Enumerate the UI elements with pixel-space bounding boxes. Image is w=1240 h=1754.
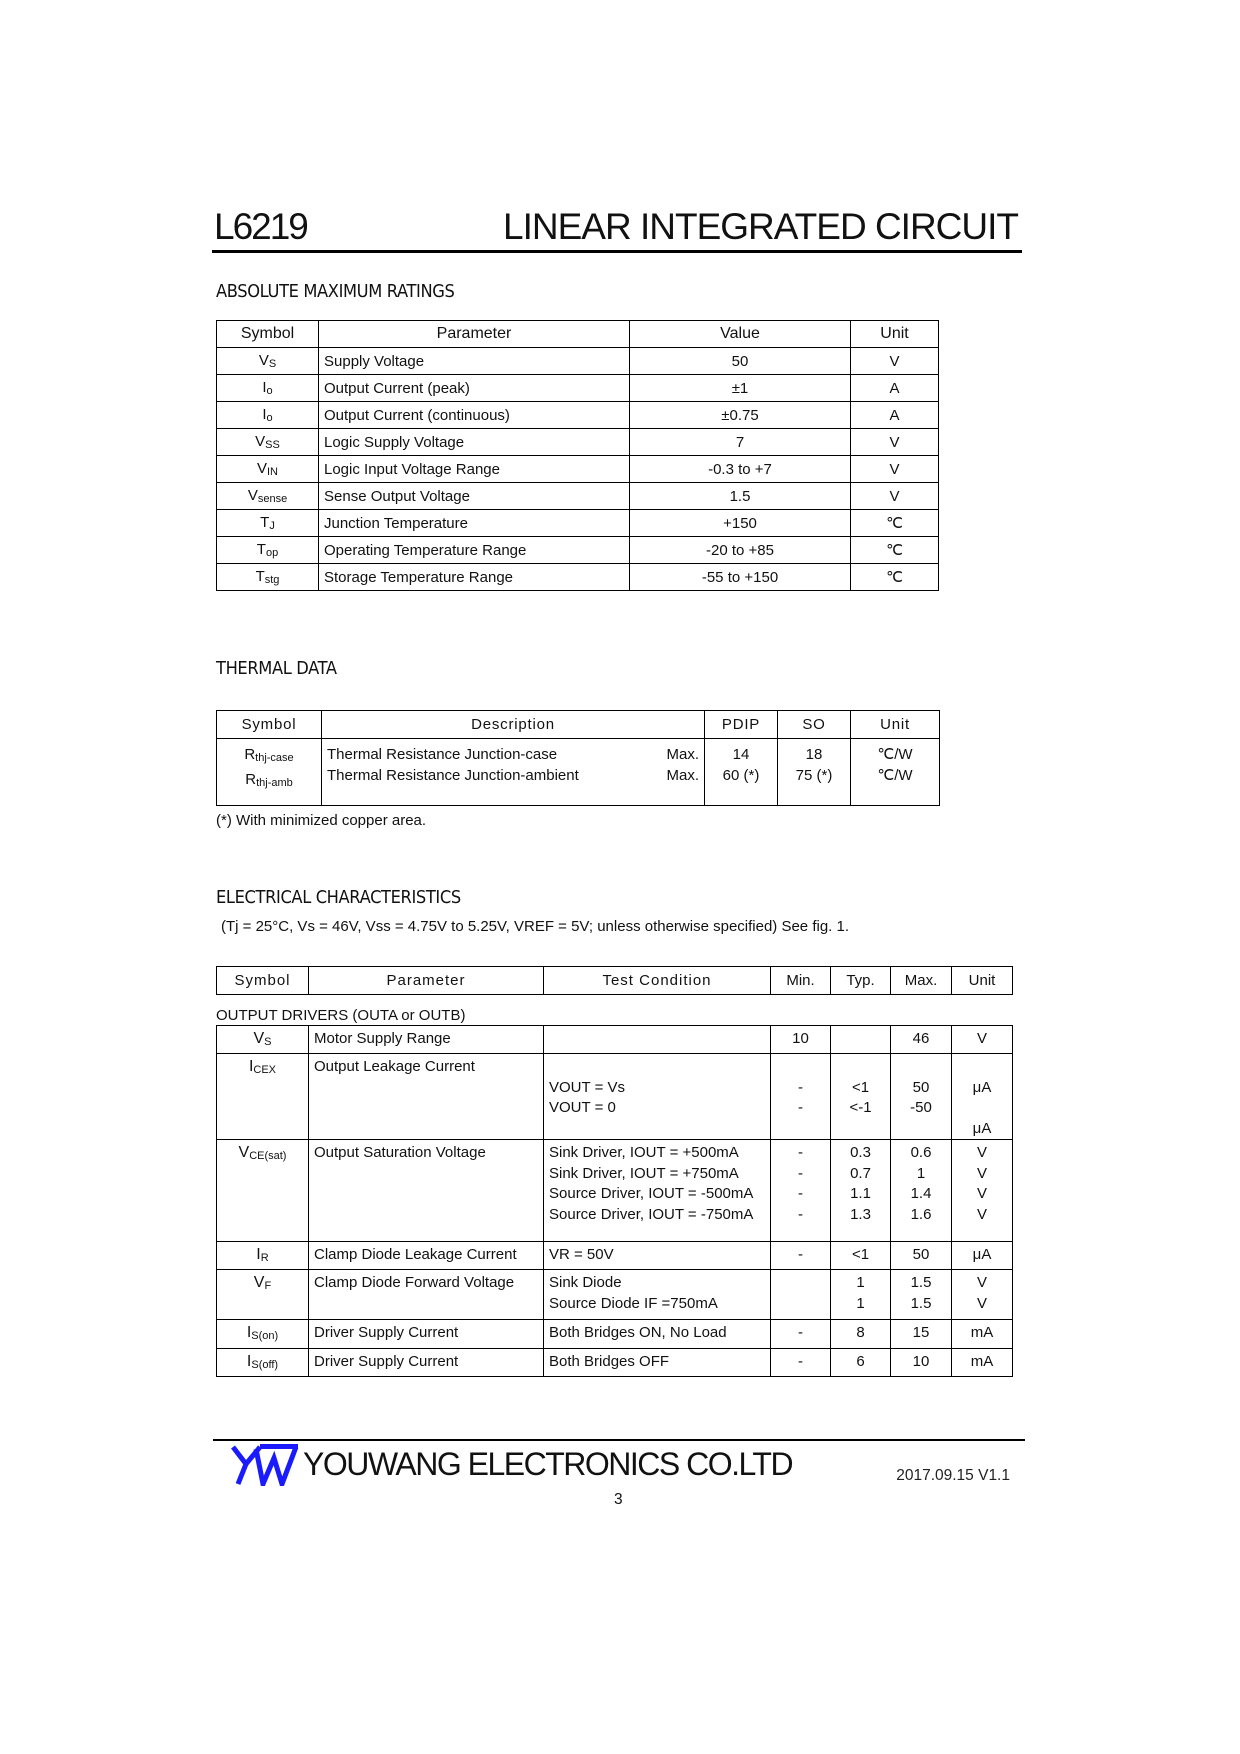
max-cell-line: -50 [910, 1099, 932, 1116]
document-title: LINEAR INTEGRATED CIRCUIT [503, 206, 1018, 247]
column-header: Parameter [309, 967, 544, 995]
column-header: Max. [891, 967, 952, 995]
so-cell-line: 18 [805, 746, 823, 763]
absolute-max-table [216, 320, 939, 591]
section-title-thermal: THERMAL DATA [216, 659, 337, 679]
typ-cell-line: 8 [856, 1324, 865, 1341]
table-row [217, 429, 939, 456]
parameter-cell: Operating Temperature Range [319, 537, 630, 564]
symbol-subscript: SS [265, 439, 280, 451]
symbol-cell [217, 483, 319, 510]
column-header: Test Condition [544, 967, 771, 995]
table-row [217, 510, 939, 537]
unit-cell-line: ℃/W [877, 746, 913, 763]
symbol-subscript: thj-amb [256, 777, 293, 789]
thermal-footnote: (*) With minimized copper area. [216, 812, 427, 829]
unit-cell-line: μA [972, 1078, 992, 1096]
symbol-main: V [253, 1274, 265, 1291]
unit-cell [952, 1320, 1013, 1349]
symbol-subscript: IN [267, 466, 278, 478]
max-cell-line [896, 1057, 946, 1078]
table-row [217, 1140, 1013, 1242]
symbol-main: V [253, 1030, 265, 1047]
max-cell [891, 1242, 952, 1270]
min-cell-line: - [798, 1205, 803, 1223]
max-cell-line: 0.6 [910, 1144, 932, 1161]
qualifier: Max. [666, 767, 699, 784]
description-text: Thermal Resistance Junction-ambient [327, 767, 579, 784]
symbol-cell [217, 1320, 309, 1349]
table-row [217, 1242, 1013, 1270]
symbol-main: R [245, 771, 257, 788]
symbol-main: I [256, 1246, 261, 1263]
column-header: Unit [952, 967, 1013, 995]
max-cell-line: 1 [916, 1164, 926, 1182]
symbol-cell [217, 739, 322, 806]
test-condition-cell-line: VOUT = Vs [549, 1078, 625, 1096]
parameter-cell: Junction Temperature [319, 510, 630, 537]
value-cell: ±1 [630, 375, 851, 402]
symbol-main: V [247, 487, 258, 504]
symbol-main: T [255, 568, 265, 585]
symbol-cell [217, 1270, 309, 1320]
column-header: Min. [771, 967, 831, 995]
min-cell-line: 10 [792, 1030, 809, 1047]
parameter-cell: Output Current (peak) [319, 375, 630, 402]
symbol-main: I [246, 1324, 252, 1341]
qualifier: Max. [666, 746, 699, 763]
min-cell [771, 1242, 831, 1270]
electrical-header-table [216, 966, 1013, 995]
unit-cell: ℃ [851, 537, 939, 564]
typ-cell [831, 1026, 891, 1054]
yw-logo-icon [230, 1444, 300, 1486]
min-cell [771, 1349, 831, 1377]
so-cell-line: 75 (*) [795, 767, 833, 784]
table-row [217, 483, 939, 510]
parameter-cell: Output Saturation Voltage [309, 1140, 544, 1242]
unit-cell-line: μA [972, 1119, 992, 1137]
min-cell-line: - [798, 1144, 803, 1161]
symbol-cell [217, 402, 319, 429]
min-cell-line: - [798, 1099, 803, 1116]
test-condition-cell [544, 1140, 771, 1242]
date-version: 2017.09.15 V1.1 [896, 1467, 1010, 1484]
max-cell [891, 1349, 952, 1377]
unit-cell: V [851, 456, 939, 483]
max-cell-line: 10 [912, 1353, 930, 1370]
typ-cell [831, 1349, 891, 1377]
symbol-main: V [238, 1144, 250, 1161]
column-header: Typ. [831, 967, 891, 995]
test-condition-cell [544, 1026, 771, 1054]
typ-cell-line: 6 [856, 1353, 865, 1370]
test-condition-cell [544, 1242, 771, 1270]
column-header: Description [322, 711, 705, 739]
description-line [327, 744, 699, 765]
symbol-main: V [255, 433, 266, 450]
test-condition-cell-line [549, 1029, 765, 1050]
min-cell-line [776, 1294, 825, 1315]
symbol-subscript: S(off) [251, 1359, 279, 1371]
parameter-cell: Clamp Diode Leakage Current [309, 1242, 544, 1270]
column-header: Value [630, 321, 851, 348]
typ-cell-line: 0.3 [850, 1144, 871, 1161]
symbol-cell [217, 564, 319, 591]
symbol-cell [217, 1026, 309, 1054]
value-cell: 50 [630, 348, 851, 375]
description-cell [322, 739, 705, 806]
parameter-cell: Output Leakage Current [309, 1054, 544, 1140]
value-cell: -20 to +85 [630, 537, 851, 564]
symbol-subscript: J [269, 520, 275, 532]
table-row [217, 1026, 1013, 1054]
typ-cell-line: 1 [856, 1294, 865, 1312]
max-cell-line: 46 [912, 1030, 930, 1047]
max-cell-line: 50 [912, 1078, 930, 1096]
unit-cell [952, 1349, 1013, 1377]
typ-cell-line: <1 [851, 1078, 870, 1096]
footer-rule [213, 1439, 1025, 1441]
unit-cell: ℃ [851, 564, 939, 591]
parameter-cell: Logic Supply Voltage [319, 429, 630, 456]
table-row [217, 1270, 1013, 1320]
min-cell-line: - [798, 1324, 803, 1341]
parameter-cell: Output Current (continuous) [319, 402, 630, 429]
symbol-cell [217, 429, 319, 456]
description-text: Thermal Resistance Junction-case [327, 746, 558, 763]
table-row [217, 456, 939, 483]
test-condition-cell-line: VOUT = 0 [549, 1099, 616, 1116]
table-row [217, 1054, 1013, 1140]
unit-cell: A [851, 402, 939, 429]
column-header: Symbol [217, 967, 309, 995]
unit-cell [952, 1242, 1013, 1270]
unit-cell-line: V [976, 1144, 987, 1161]
unit-cell-line: μA [972, 1246, 992, 1263]
unit-cell [851, 739, 940, 806]
value-cell: +150 [630, 510, 851, 537]
test-condition-cell-line: Sink Driver, IOUT = +750mA [549, 1164, 739, 1182]
min-cell [771, 1026, 831, 1054]
symbol-subscript: R [260, 1252, 269, 1264]
parameter-cell: Logic Input Voltage Range [319, 456, 630, 483]
pdip-cell-line: 60 (*) [722, 767, 760, 784]
unit-cell-line: V [976, 1185, 987, 1202]
parameter-cell: Sense Output Voltage [319, 483, 630, 510]
column-header: Unit [851, 711, 940, 739]
test-condition-cell-line: Both Bridges ON, No Load [549, 1324, 727, 1341]
symbol-main: I [262, 379, 267, 396]
symbol-cell [217, 1140, 309, 1242]
max-cell-line: 1.6 [910, 1205, 932, 1223]
symbol-cell [217, 1054, 309, 1140]
test-condition-cell-line: VR = 50V [549, 1246, 614, 1263]
test-condition-cell-line: Sink Driver, IOUT = +500mA [549, 1144, 739, 1161]
typ-cell [831, 1140, 891, 1242]
table-row [217, 537, 939, 564]
symbol-cell [217, 510, 319, 537]
unit-cell-line: ℃/W [877, 767, 913, 784]
min-cell-line: - [798, 1246, 803, 1263]
test-condition-cell [544, 1054, 771, 1140]
section-title-absolute-max: ABSOLUTE MAXIMUM RATINGS [216, 282, 455, 302]
min-cell-line: - [798, 1353, 803, 1370]
max-cell [891, 1026, 952, 1054]
test-condition-cell [544, 1320, 771, 1349]
unit-cell [952, 1054, 1013, 1140]
max-cell [891, 1320, 952, 1349]
pdip-cell-line: 14 [732, 746, 750, 763]
symbol-main: T [256, 541, 266, 558]
max-cell-line: 1.5 [910, 1274, 932, 1291]
max-cell-line: 1.4 [910, 1185, 932, 1202]
unit-cell: V [851, 348, 939, 375]
company-logo [230, 1444, 300, 1491]
symbol-cell [217, 348, 319, 375]
parameter-cell: Motor Supply Range [309, 1026, 544, 1054]
symbol [222, 769, 316, 794]
symbol-main: I [248, 1058, 254, 1075]
max-cell [891, 1270, 952, 1320]
section-title-electrical: ELECTRICAL CHARACTERISTICS [216, 888, 461, 908]
symbol-cell [217, 456, 319, 483]
column-header: SO [778, 711, 851, 739]
symbol-main: T [260, 514, 270, 531]
unit-cell: A [851, 375, 939, 402]
value-cell: 7 [630, 429, 851, 456]
unit-cell-line: mA [970, 1324, 994, 1341]
min-cell-line [776, 1057, 825, 1078]
symbol-subscript: CEX [253, 1064, 277, 1076]
symbol [222, 744, 316, 769]
unit-cell [952, 1140, 1013, 1242]
symbol-subscript: o [266, 412, 273, 424]
min-cell [771, 1140, 831, 1242]
table-row [217, 402, 939, 429]
company-name: YOUWANG ELECTRONICS CO.LTD [303, 1446, 793, 1482]
symbol-subscript: o [266, 385, 273, 397]
symbol-subscript: op [265, 547, 279, 559]
column-header: Symbol [217, 321, 319, 348]
symbol-subscript: thj-case [255, 752, 294, 764]
electrical-table [216, 1025, 1013, 1377]
symbol-subscript: stg [264, 574, 280, 586]
test-condition-cell-line: Source Diode IF =750mA [549, 1294, 718, 1312]
max-cell-line: 50 [912, 1246, 930, 1263]
symbol-subscript: S(on) [251, 1330, 279, 1342]
column-header: Unit [851, 321, 939, 348]
unit-cell-line: mA [970, 1353, 994, 1370]
typ-cell-line [836, 1029, 885, 1050]
part-number: L6219 [214, 206, 307, 247]
unit-cell-line [957, 1057, 1007, 1078]
min-cell-line [776, 1273, 825, 1294]
electrical-conditions: (Tj = 25°C, Vs = 46V, Vss = 4.75V to 5.25V, VREF = 5V; unless otherwise specified) See fig. 1. [221, 918, 850, 935]
typ-cell [831, 1242, 891, 1270]
value-cell: 1.5 [630, 483, 851, 510]
typ-cell-line: 1.3 [850, 1205, 871, 1223]
test-condition-cell [544, 1349, 771, 1377]
symbol-subscript: S [268, 358, 277, 370]
max-cell [891, 1140, 952, 1242]
symbol-cell [217, 1349, 309, 1377]
typ-cell [831, 1320, 891, 1349]
typ-cell-line: 0.7 [850, 1164, 871, 1182]
min-cell-line: - [798, 1078, 803, 1096]
thermal-table [216, 710, 940, 806]
table-row [217, 348, 939, 375]
value-cell: -55 to +150 [630, 564, 851, 591]
unit-cell [952, 1270, 1013, 1320]
unit-cell-line: V [976, 1205, 987, 1223]
min-cell [771, 1054, 831, 1140]
unit-cell: V [851, 483, 939, 510]
symbol-cell [217, 375, 319, 402]
symbol-main: I [246, 1353, 252, 1370]
unit-cell [952, 1026, 1013, 1054]
min-cell [771, 1320, 831, 1349]
max-cell-line: 15 [912, 1324, 930, 1341]
test-condition-cell-line: Source Driver, IOUT = -500mA [549, 1185, 754, 1202]
value-cell: ±0.75 [630, 402, 851, 429]
typ-cell-line [836, 1057, 885, 1078]
symbol-main: V [256, 460, 267, 477]
min-cell-line: - [798, 1185, 803, 1202]
typ-cell [831, 1270, 891, 1320]
description-line [327, 765, 699, 786]
test-condition-cell-line: Source Driver, IOUT = -750mA [549, 1205, 754, 1223]
unit-cell-line: V [976, 1274, 987, 1291]
max-cell [891, 1054, 952, 1140]
column-header: Parameter [319, 321, 630, 348]
group-label-output-drivers: OUTPUT DRIVERS (OUTA or OUTB) [216, 1007, 466, 1024]
test-condition-cell-line: Both Bridges OFF [549, 1353, 670, 1370]
table-row [217, 375, 939, 402]
header-rule [212, 250, 1022, 253]
typ-cell-line: 1.1 [850, 1185, 871, 1202]
table-row [217, 1349, 1013, 1377]
table-row [217, 1320, 1013, 1349]
table-row [217, 564, 939, 591]
unit-cell-line: V [976, 1294, 987, 1312]
value-cell: -0.3 to +7 [630, 456, 851, 483]
test-condition-cell-line: Sink Diode [549, 1274, 622, 1291]
min-cell [771, 1270, 831, 1320]
parameter-cell: Driver Supply Current [309, 1320, 544, 1349]
unit-cell: V [851, 429, 939, 456]
test-condition-cell [544, 1270, 771, 1320]
test-condition-cell-line [549, 1057, 765, 1078]
symbol-cell [217, 537, 319, 564]
parameter-cell: Clamp Diode Forward Voltage [309, 1270, 544, 1320]
parameter-cell: Driver Supply Current [309, 1349, 544, 1377]
typ-cell [831, 1054, 891, 1140]
symbol-subscript: S [264, 1036, 272, 1048]
so-cell [778, 739, 851, 806]
min-cell-line: - [798, 1164, 803, 1182]
parameter-cell: Storage Temperature Range [319, 564, 630, 591]
symbol-subscript: CE(sat) [249, 1150, 287, 1162]
symbol-main: R [244, 746, 256, 763]
symbol-subscript: sense [257, 493, 288, 505]
unit-cell-line: V [976, 1030, 987, 1047]
typ-cell-line: <-1 [849, 1099, 872, 1116]
max-cell-line: 1.5 [910, 1294, 932, 1312]
unit-cell: ℃ [851, 510, 939, 537]
page-number: 3 [614, 1491, 623, 1508]
table-row [217, 739, 940, 806]
column-header: Symbol [217, 711, 322, 739]
typ-cell-line: 1 [856, 1274, 865, 1291]
unit-cell-line: V [976, 1164, 987, 1182]
parameter-cell: Supply Voltage [319, 348, 630, 375]
symbol-cell [217, 1242, 309, 1270]
symbol-main: I [262, 406, 267, 423]
symbol-main: V [258, 352, 269, 369]
unit-cell-line [957, 1098, 1007, 1119]
column-header: PDIP [705, 711, 778, 739]
typ-cell-line: <1 [851, 1246, 870, 1263]
pdip-cell [705, 739, 778, 806]
symbol-subscript: F [264, 1280, 272, 1292]
